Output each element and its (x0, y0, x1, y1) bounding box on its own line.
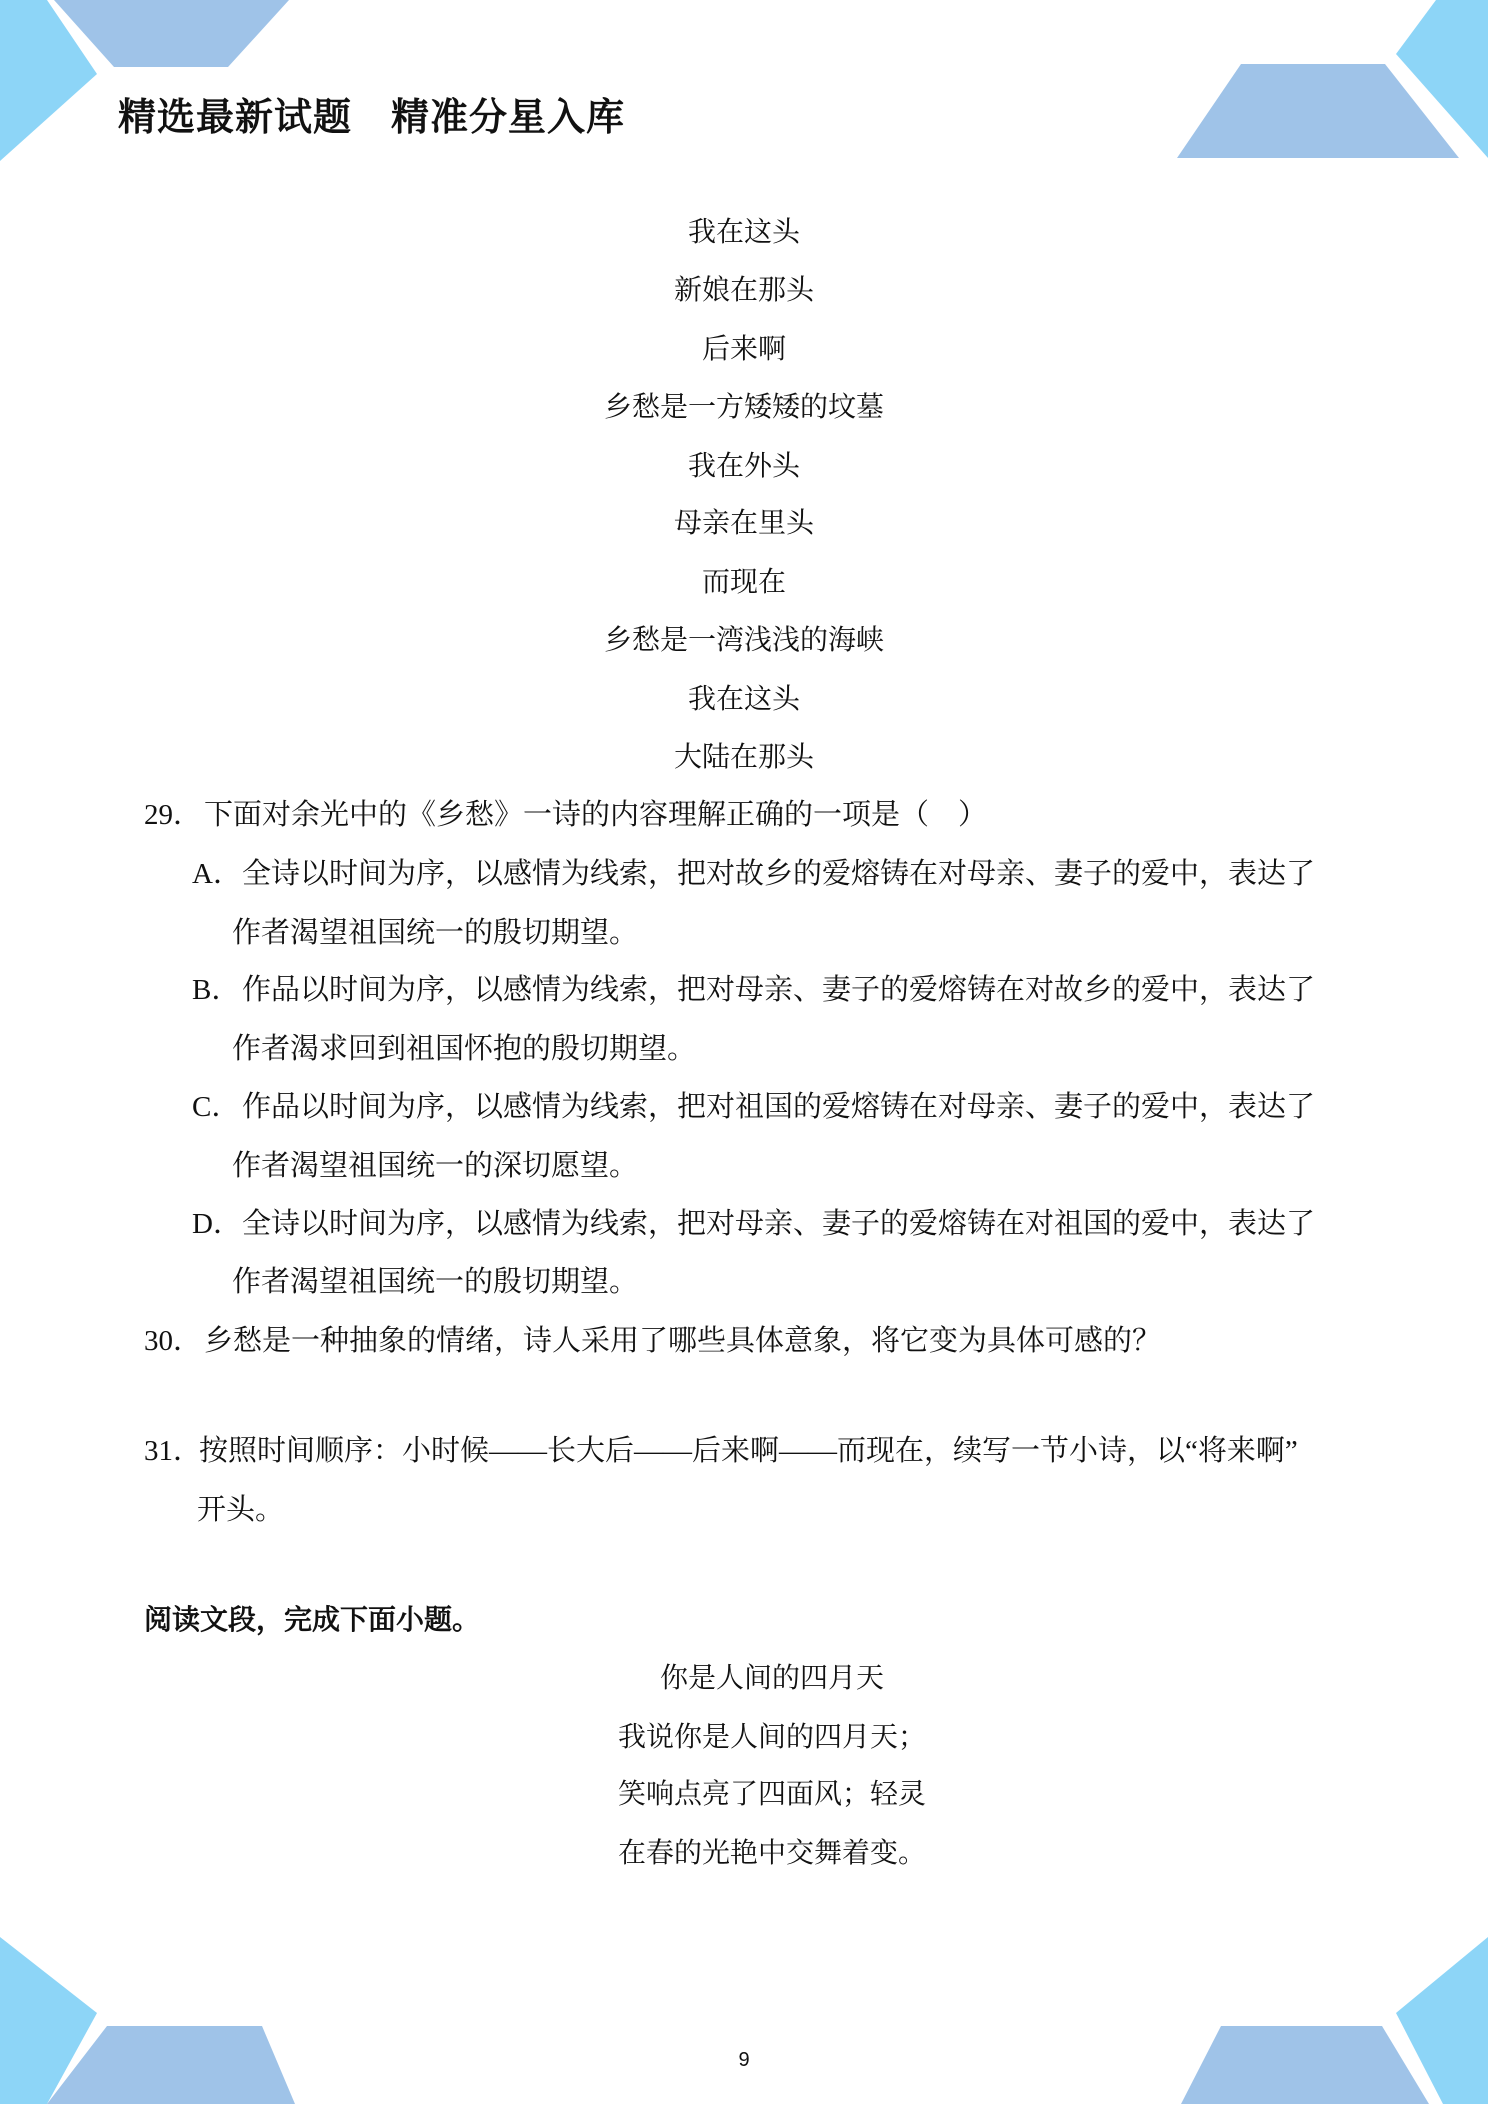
poem-line: 笑响点亮了四面风；轻灵 (617, 1777, 926, 1810)
option-text: 全诗以时间为序，以感情为线索，把对母亲、妻子的爱熔铸在对祖国的爱中，表达了 (242, 1208, 1316, 1240)
poem-line: 新娘在那头 (673, 273, 814, 306)
reading-instruction: 阅读文段，完成下面小题。 (144, 1604, 481, 1635)
corner-trapezoid-top-left (54, 0, 289, 67)
poem-line: 大陆在那头 (673, 740, 814, 773)
question-text: 下面对余光中的《乡愁》一诗的内容理解正确的一项是（ ） (204, 799, 988, 831)
question-number: 29． (144, 799, 203, 831)
option-text-continued: 作者渴求回到祖国怀抱的殷切期望。 (232, 1033, 697, 1065)
question-text: 乡愁是一种抽象的情绪，诗人采用了哪些具体意象，将它变为具体可感的？ (204, 1325, 1162, 1357)
option-a (192, 859, 1315, 889)
option-d (192, 1209, 1315, 1239)
option-b (192, 975, 1315, 1005)
option-label: C． (192, 1091, 241, 1123)
poem-line: 在春的光艳中交舞着变。 (617, 1836, 926, 1869)
page-number: 9 (738, 2049, 750, 2071)
poem-line: 我说你是人间的四月天； (617, 1720, 926, 1753)
option-text: 全诗以时间为序，以感情为线索，把对故乡的爱熔铸在对母亲、妻子的爱中，表达了 (242, 858, 1316, 890)
question-29 (144, 800, 987, 830)
question-text: 按照时间顺序：小时候——长大后——后来啊——而现在，续写一节小诗，以“将来啊” (199, 1435, 1298, 1467)
option-label: A． (192, 858, 242, 890)
option-label: B． (192, 974, 241, 1006)
option-text-continued: 作者渴望祖国统一的深切愿望。 (232, 1150, 639, 1182)
option-text-continued: 作者渴望祖国统一的殷切期望。 (232, 917, 639, 949)
poem-line: 我在这头 (687, 215, 800, 248)
poem-line: 而现在 (701, 565, 786, 598)
option-text: 作品以时间为序，以感情为线索，把对母亲、妻子的爱熔铸在对故乡的爱中，表达了 (242, 974, 1316, 1006)
option-label: D． (192, 1208, 242, 1240)
option-text-continued: 作者渴望祖国统一的殷切期望。 (232, 1266, 639, 1298)
poem-line: 后来啊 (701, 332, 786, 365)
poem-line: 母亲在里头 (673, 506, 814, 539)
header-title: 精选最新试题 精准分星入库 (118, 97, 626, 139)
option-text: 作品以时间为序，以感情为线索，把对祖国的爱熔铸在对母亲、妻子的爱中，表达了 (242, 1091, 1316, 1123)
poem-line: 乡愁是一湾浅浅的海峡 (603, 623, 884, 656)
question-text-continued: 开头。 (197, 1494, 285, 1526)
question-31 (144, 1436, 1298, 1466)
question-number: 31． (144, 1435, 203, 1467)
poem-title: 你是人间的四月天 (659, 1661, 884, 1694)
question-30 (144, 1326, 1161, 1356)
question-number: 30． (144, 1325, 203, 1357)
corner-trapezoid-top-right (1177, 64, 1459, 158)
poem-line: 乡愁是一方矮矮的坟墓 (603, 390, 884, 423)
poem-line: 我在这头 (687, 682, 800, 715)
option-c (192, 1092, 1315, 1122)
poem-line: 我在外头 (687, 449, 800, 482)
